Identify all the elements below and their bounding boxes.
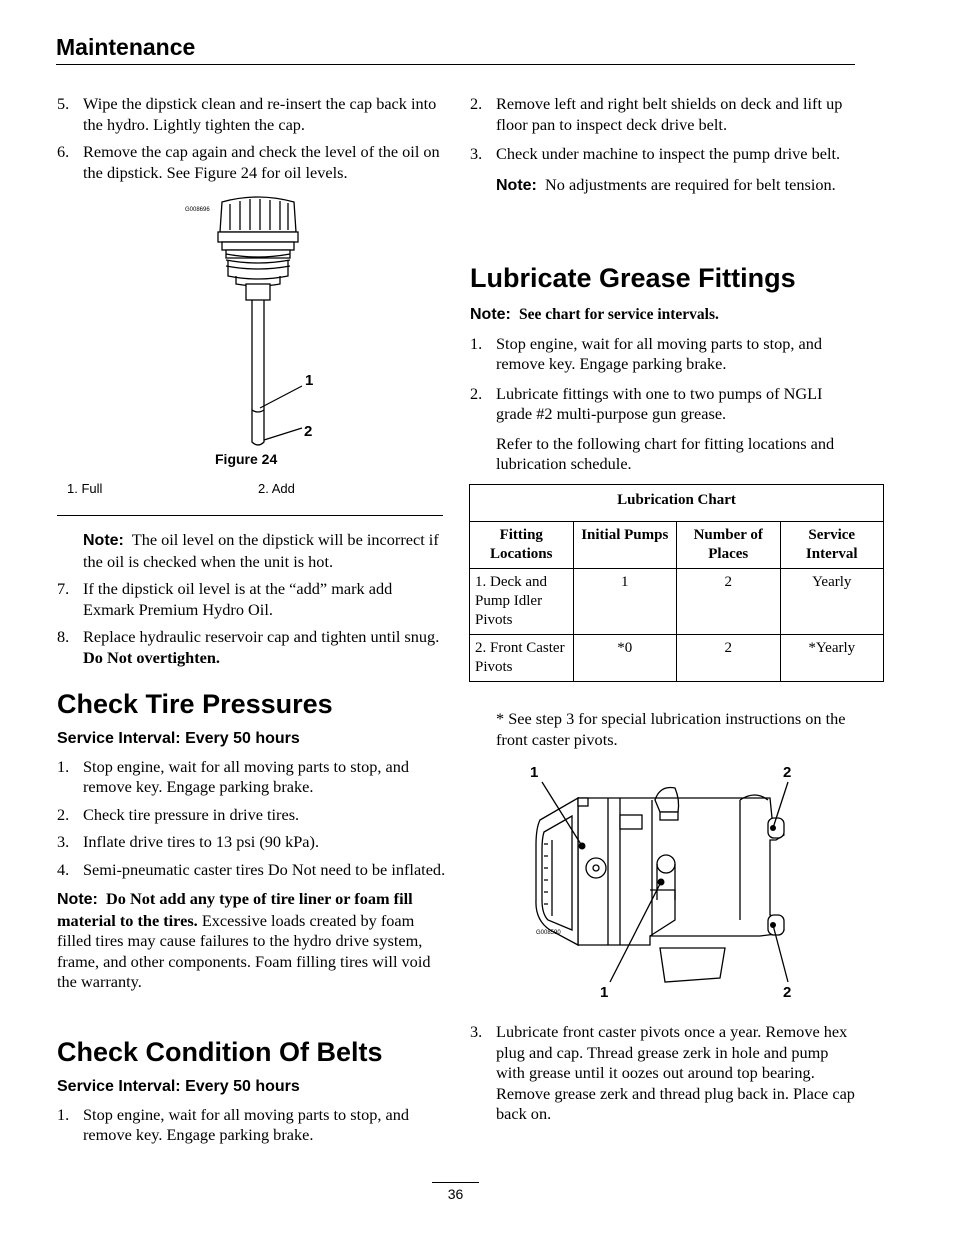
dipstick-illustration	[180, 190, 340, 450]
table-row	[470, 635, 884, 682]
legend-item-full: 1. Full	[67, 481, 103, 496]
table-header: Service Interval	[780, 522, 884, 569]
list-item: 3. Lubricate front caster pivots once a year. Remove hex plug and cap. Thread grease zerk in hole and pump with grease until it oozes out around top bearing. Remove grease zerk and thread plug back in. Place cap back on.	[470, 1022, 855, 1123]
table-header: Initial Pumps	[573, 522, 677, 569]
right-column-bottom	[470, 1022, 860, 1125]
tire-title: Check Tire Pressures	[57, 689, 333, 719]
page-number: 36	[447, 1186, 464, 1202]
table-cell: 2	[677, 635, 781, 682]
list-item: 1. Stop engine, wait for all moving parts to stop, and remove key. Engage parking brake.	[57, 756, 410, 796]
callout-bottom-right: 2	[783, 984, 792, 1001]
table-cell: 2. Front Caster Pivots	[470, 635, 574, 682]
note-belt-tension: Note: No adjustments are required for belt tension.	[496, 174, 836, 194]
list-item: 1. Stop engine, wait for all moving parts to stop, and remove key. Engage parking brake.	[470, 333, 823, 373]
callout-1: 1	[305, 372, 314, 389]
list-item: 5. Wipe the dipstick clean and re-insert the cap back into the hydro. Lightly tighten the cap.	[57, 94, 437, 134]
figure-code: G008696	[185, 207, 210, 213]
grease-fittings-figure	[500, 760, 820, 1010]
list-item: 1. Stop engine, wait for all moving parts to stop, and remove key. Engage parking brake.	[57, 1104, 410, 1144]
belts-title: Check Condition Of Belts	[57, 1037, 383, 1067]
table-title: Lubrication Chart	[470, 485, 884, 522]
table-row	[470, 569, 884, 635]
grease-fittings-illustration	[500, 760, 820, 1010]
table-header: Number of Places	[677, 522, 781, 569]
note-tire-liner: Note: Do Not add any type of tire liner or foam fill material to the tires. Excessive loads created by foam filled tires may cause failures to the hydro drive system, frame, and other components. Foam filling tires will void the warranty.	[57, 889, 431, 991]
list-item: 7. If the dipstick oil level is at the “add” mark add Exmark Premium Hydro Oil.	[57, 579, 393, 619]
callout-top-left: 1	[530, 764, 539, 781]
tire-interval: Service Interval: Every 50 hours	[57, 730, 300, 747]
note-service-intervals: Note: See chart for service intervals.	[470, 306, 719, 323]
table-cell: 1	[573, 569, 677, 635]
list-item: 6. Remove the cap again and check the level of the oil on the dipstick. See Figure 24 for oil levels.	[57, 142, 440, 182]
footnote: * See step 3 for special lubrication instructions on the front caster pivots.	[496, 709, 846, 749]
list-item: 3. Check under machine to inspect the pump drive belt.	[470, 144, 841, 163]
right-column-top	[470, 94, 860, 196]
lubrication-table	[469, 484, 884, 682]
list-item: 8. Replace hydraulic reservoir cap and tighten until snug. Do Not overtighten.	[57, 627, 440, 667]
note-oil-hot: Note: The oil level on the dipstick will be incorrect if the oil is checked when the unit is hot.	[83, 530, 439, 571]
belts-interval: Service Interval: Every 50 hours	[57, 1078, 300, 1095]
left-column-top	[57, 94, 443, 183]
footer-rule	[432, 1182, 479, 1183]
table-title-row	[470, 485, 884, 522]
list-item: 2. Remove left and right belt shields on deck and lift up floor pan to inspect deck drive belt.	[470, 94, 843, 134]
list-item: 3. Inflate drive tires to 13 psi (90 kPa).	[57, 832, 320, 851]
grease-title: Lubricate Grease Fittings	[470, 263, 796, 293]
list-item: 2. Check tire pressure in drive tires.	[57, 804, 300, 824]
grease-section	[470, 262, 860, 475]
figure-rule	[57, 515, 443, 516]
callout-top-right: 2	[783, 764, 792, 781]
legend-item-add: 2. Add	[258, 481, 295, 496]
table-cell: 1. Deck and Pump Idler Pivots	[470, 569, 574, 635]
section-header: Maintenance	[56, 34, 196, 60]
list-item: 4. Semi-pneumatic caster tires Do Not need to be inflated.	[57, 859, 446, 879]
lubrication-table-wrap	[469, 484, 884, 682]
table-cell: Yearly	[780, 569, 884, 635]
left-column-mid	[57, 530, 443, 668]
table-cell: *0	[573, 635, 677, 682]
figure-code: G008590	[536, 930, 561, 936]
list-item: 2. Lubricate fittings with one to two pumps of NGLI grade #2 multi-purpose gun grease.	[470, 383, 823, 423]
table-header-row	[470, 522, 884, 569]
callout-2: 2	[304, 423, 313, 440]
callout-bottom-left: 1	[600, 984, 609, 1001]
table-header: Fitting Locations	[470, 522, 574, 569]
belts-section	[57, 1036, 447, 1146]
figure-caption: Figure 24	[215, 451, 278, 467]
dipstick-figure	[180, 190, 340, 450]
table-cell: 2	[677, 569, 781, 635]
tire-section	[57, 688, 447, 993]
header-rule	[56, 64, 855, 65]
refer-text: Refer to the following chart for fitting locations and lubrication schedule.	[496, 433, 835, 473]
table-cell: *Yearly	[780, 635, 884, 682]
